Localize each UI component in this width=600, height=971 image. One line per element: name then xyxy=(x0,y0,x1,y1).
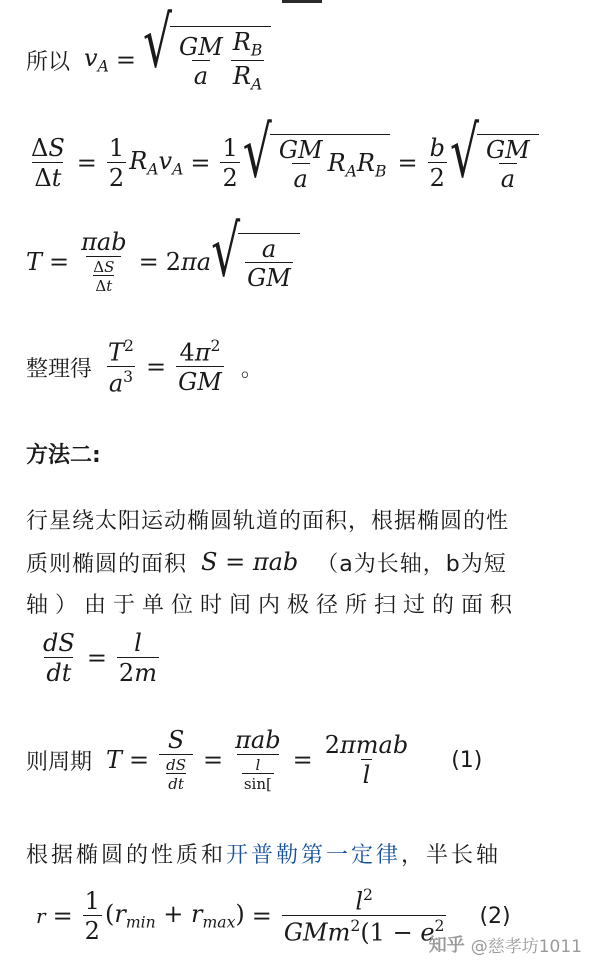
equation-areal-velocity: $\frac{dS}{dt}$ = $\frac{l}{2m}$ xyxy=(43,629,157,687)
equation-va: 所以 $v_A$ = √ $\frac{GM}{a}$ $\frac{R_B}{R_A}$ xyxy=(26,20,271,100)
equation-period-2: 则周期 T = $\frac{S}{\frac{dS}{dt}}$ = $\frac{\text{πab}}{\frac{l}{\sin[}}$ = $\frac{\text{2πmab}}{l}$ (1) xyxy=(26,726,483,794)
paragraph-line-1: 行星绕太阳运动椭圆轨道的面积，根据椭圆的性 xyxy=(26,509,510,534)
kepler-text-after: ，半长轴 xyxy=(401,843,502,868)
kepler-text-before: 根据椭圆的性质和 xyxy=(26,843,227,868)
kepler-sentence xyxy=(26,838,501,869)
text-zeqi: 则周期 xyxy=(26,749,93,775)
paragraph-line-3: 轴）由于单位时间内极径所扫过的面积 xyxy=(26,593,520,618)
kepler-first-law-link[interactable]: 开普勒第一定律 xyxy=(226,843,402,868)
equation-area-rate: $\frac{\Delta S}{\Delta t}$ = $\frac{1}{2}$ $R_Av_A$ = $\frac{1}{2}$ √ $\frac{GM}{a}$ $R_AR_B$ = $\frac{b}{2}$ √ $\frac{GM}{a}$ xyxy=(0,118,550,208)
paragraph-line-2: 质则椭圆的面积 S = πab （a为长轴，b为短 xyxy=(26,548,507,577)
heading-method2: 方法二: xyxy=(26,443,101,468)
zhihu-logo: 知乎 xyxy=(428,935,465,956)
text-period-end: 。 xyxy=(240,356,263,382)
top-handle xyxy=(282,0,322,3)
equation-period: T = $\frac{\text{πab}}{\frac{\Delta S}{\Delta t}}$ = 2πa √ $\frac{a}{GM}$ xyxy=(26,212,300,312)
paragraph-line-2a: 质则椭圆的面积 xyxy=(26,551,188,577)
watermark xyxy=(429,931,582,957)
text-zhengli: 整理得 xyxy=(26,356,93,382)
equation-label-2: (2) xyxy=(479,903,511,929)
paragraph-line-2b: （a为长轴，b为短 xyxy=(316,551,507,577)
equation-semi-major-axis: r = $\frac{1}{2}$ $(r_{min} + r_{max})$ = $\frac{l^2}{GMm^2(1 - e^2}$ (2) xyxy=(36,885,511,946)
watermark-author: @慈孝坊1011 xyxy=(470,936,582,957)
equation-kepler3: 整理得 $\frac{T^2}{a^3}$ = $\frac{4\pi^2}{GM}$ 。 xyxy=(26,336,263,397)
equation-label-1: (1) xyxy=(451,747,483,773)
text-suoyi: 所以 xyxy=(26,49,71,75)
